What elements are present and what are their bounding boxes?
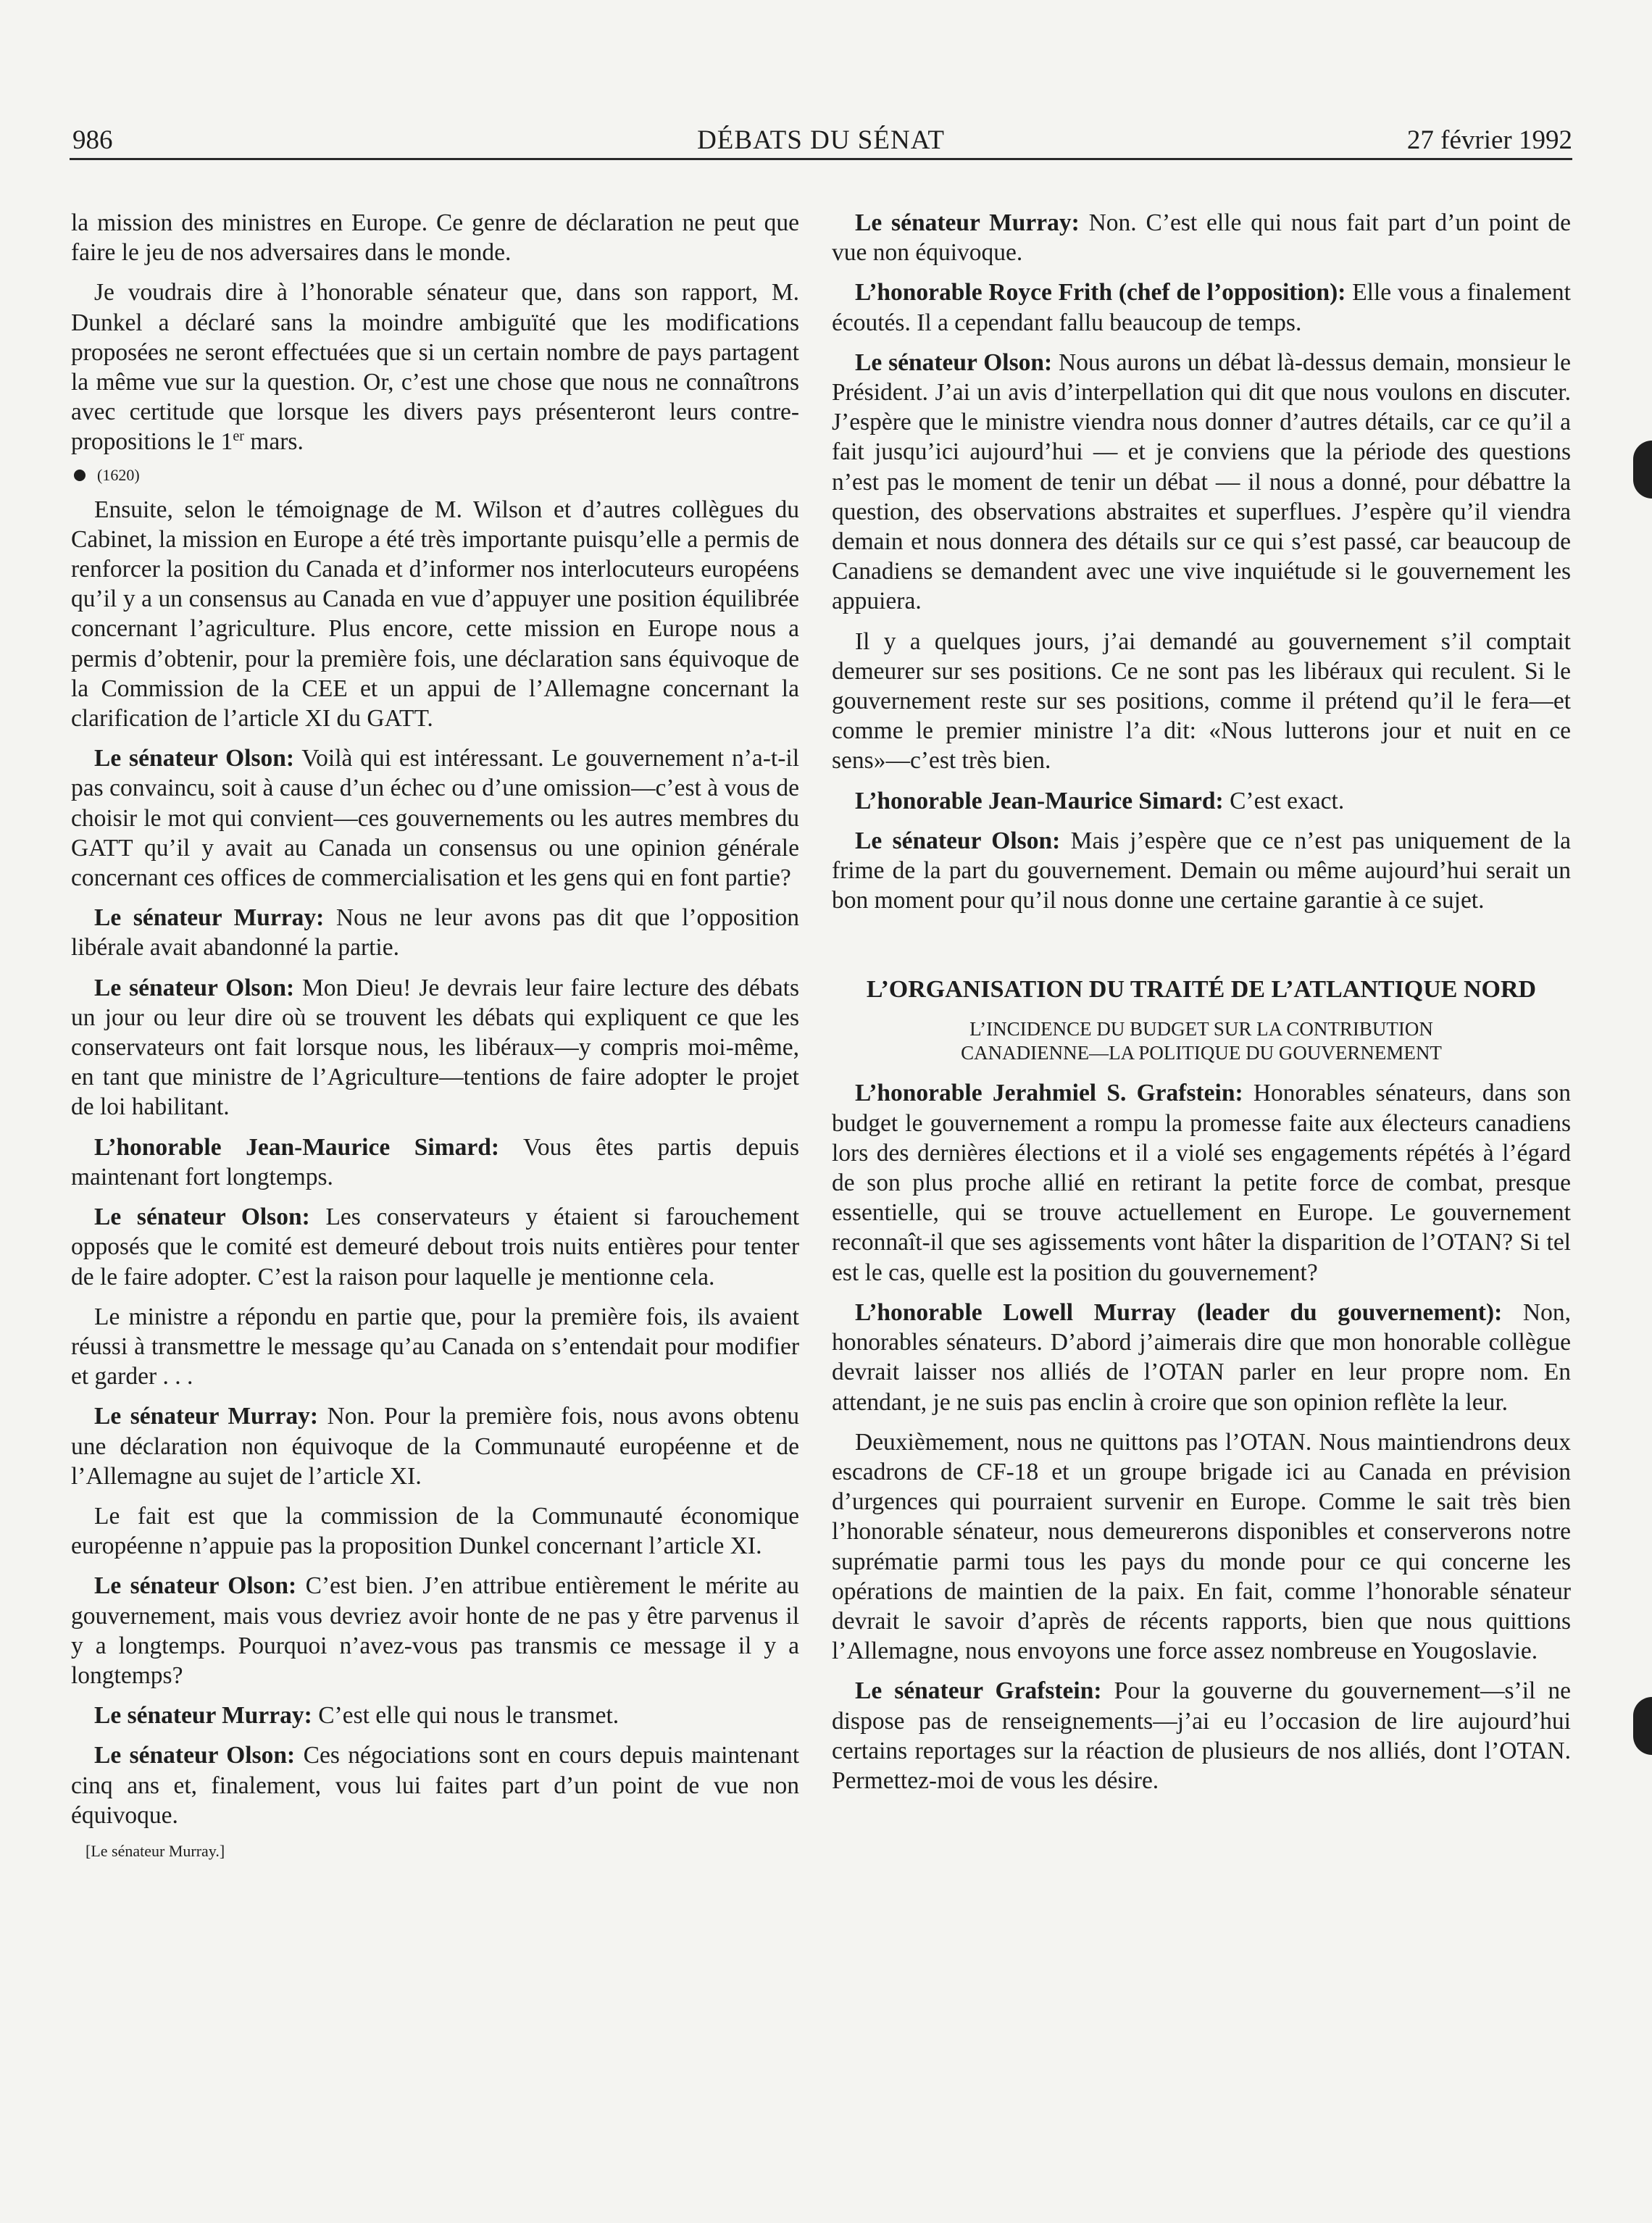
speech: Le sénateur Olson: Mais j’espère que ce n’est pas uniquement de la frime de la part du gouvernement. Demain ou même aujourd’hui serait un bon moment pour qu’il nous donne une certaine garantie à ce sujet. — [832, 827, 1571, 914]
speaker: Le sénateur Murray: — [94, 1403, 319, 1430]
speech: Le sénateur Murray: Non. Pour la première fois, nous avons obtenu une déclaration non équivoque de la Communauté européenne et de l’Allemagne au sujet de l’article XI. — [71, 1403, 799, 1490]
paragraph: Le ministre a répondu en partie que, pour la première fois, ils avaient réussi à transmettre le message qu’au Canada on s’entendait pour modifier et garder . . . — [71, 1303, 799, 1390]
speaker: Le sénateur Olson: — [855, 349, 1053, 376]
section-subtitle: L’INCIDENCE DU BUDGET SUR LA CONTRIBUTION CANADIENNE—LA POLITIQUE DU GOUVERNEMENT — [961, 1018, 1442, 1064]
speech: Le sénateur Murray: Nous ne leur avons pas dit que l’opposition libérale avait abandonné la partie. — [71, 904, 799, 962]
speech: Le sénateur Murray: C’est elle qui nous le transmet. — [94, 1702, 620, 1730]
bullet-icon — [74, 470, 85, 481]
speaker: Le sénateur Murray: — [855, 209, 1080, 236]
speech: Le sénateur Olson: Les conservateurs y étaient si farouchement opposés que le comité est demeuré debout trois nuits entières pour tenter de le faire adopter. C’est la raison pour laquelle je mentionne cela. — [71, 1204, 800, 1290]
binding-hole-mark — [1633, 1697, 1652, 1755]
speech: Le sénateur Grafstein: Pour la gouverne du gouvernement—s’il ne dispose pas de renseignements—j’ai eu l’occasion de lire aujourd’hui certains reportages sur la réaction de plusieurs de nos alliés, dont l’OTAN. Permettez-moi de vous les désire. — [832, 1677, 1571, 1794]
binding-hole-mark — [1633, 441, 1652, 499]
speaker: L’honorable Lowell Murray (leader du gouvernement): — [855, 1298, 1503, 1326]
publication-date: 27 février 1992 — [1406, 125, 1572, 155]
section-title: L’ORGANISATION DU TRAITÉ DE L’ATLANTIQUE NORD — [866, 976, 1537, 1004]
speaker: L’honorable Jean-Maurice Simard: — [855, 787, 1224, 814]
paragraph: Il y a quelques jours, j’ai demandé au gouvernement s’il comptait demeurer sur ses positions. Ce ne sont pas les libéraux qui reculent. Si le gouvernement reste sur ses positions, comme il prétend qu’il le fera—et comme le premier ministre l’a dit: «Nous lutterons jour et nuit en ce sens»—c’est très bien. — [832, 627, 1571, 775]
speaker-note: [Le sénateur Murray.] — [85, 1841, 225, 1860]
left-column — [71, 208, 799, 1862]
speech: Le sénateur Olson: Nous aurons un débat là-dessus demain, monsieur le Président. J’ai un avis d’interpellation qui dit que nous voulons en discuter. J’espère que le ministre viendra nous donner d’autres détails, car ce qu’il a fait jusqu’ici aujourd’hui — et je conviens que la période des questions n’est pas le moment de tenir un débat — il nous a donné, pour débattre la question, des observations abstraites et superflues. J’espère qu’il viendra demain et nous donnera des détails sur ce qui s’est passé, car beaucoup de Canadiens se demandent avec une vive inquiétude si le gouvernement les appuiera. — [832, 349, 1571, 615]
paragraph: Ensuite, selon le témoignage de M. Wilson et d’autres collègues du Cabinet, la mission en Europe a été très importante puisqu’elle a permis de renforcer la position du Canada et d’informer nos interlocuteurs européens qu’il y a un consensus au Canada en vue d’appuyer une position équilibrée concernant l’agriculture. Plus encore, cette mission en Europe nous a permis d’obtenir, pour la première fois, une déclaration sans équivoque de la Commission de la CEE et un appui de l’Allemagne concernant la clarification de l’article XI du GATT. — [71, 496, 799, 733]
speaker: Le sénateur Murray: — [94, 904, 325, 932]
time-marker: (1620) — [74, 464, 799, 486]
speech: L’honorable Jerahmiel S. Grafstein: Honorables sénateurs, dans son budget le gouvernement a rompu la promesse faite aux électeurs canadiens lors des dernières élections et il a violé ses engagements répétés à l’égard de son plus proche allié en retirant la petite force de combat, presque essentielle, qui se trouve actuellement en Europe. Le gouvernement reconnaît-il que ses agissements vont hâter la disparition de l’OTAN? Si tel est le cas, quelle est la position du gouvernement? — [832, 1080, 1571, 1286]
speech: Le sénateur Murray: Non. C’est elle qui nous fait part d’un point de vue non équivoque. — [832, 209, 1571, 267]
speech: L’honorable Jean-Maurice Simard: C’est exact. — [855, 787, 1345, 814]
header-rule — [70, 158, 1572, 160]
speaker: Le sénateur Olson: — [94, 745, 295, 772]
speaker: Le sénateur Olson: — [855, 827, 1061, 854]
paragraph: Deuxièmement, nous ne quittons pas l’OTAN. Nous maintiendrons deux escadrons de CF-18 et un groupe brigade ici au Canada en prévision d’urgences qui pourraient survenir en Europe. Comme le sait très bien l’honorable sénateur, nous demeurerons disponibles et conserverons notre suprématie parmi tous les pays du monde pour ce qui concerne les opérations de maintien de la paix. En fait, comme l’honorable sénateur devrait le savoir d’après de récents rapports, bien que nous quittions l’Allemagne, nous envoyons une force assez nombreuse en Yougoslavie. — [832, 1428, 1571, 1665]
publication-title: DÉBATS DU SÉNAT — [697, 125, 945, 155]
right-column — [832, 208, 1571, 1806]
speech: Le sénateur Olson: Ces négociations sont en cours depuis maintenant cinq ans et, finalement, vous lui faites part d’un point de vue non équivoque. — [71, 1742, 800, 1829]
speech: Le sénateur Olson: Voilà qui est intéressant. Le gouvernement n’a-t-il pas convaincu, soit à cause d’un échec ou d’une omission—c’est à vous de choisir le mot qui convient—ces gouvernements ou les autres membres du GATT qu’il y avait au Canada un consensus ou une opinion générale concernant ces offices de commercialisation et les gens qui en font partie? — [71, 745, 800, 892]
speech: L’honorable Jean-Maurice Simard: Vous êtes partis depuis maintenant fort longtemps. — [71, 1133, 799, 1190]
speaker: Le sénateur Grafstein: — [855, 1677, 1102, 1705]
speaker: Le sénateur Olson: — [94, 974, 295, 1001]
speaker: Le sénateur Olson: — [94, 1204, 310, 1231]
page-number: 986 — [72, 125, 113, 155]
paragraph: Le fait est que la commission de la Communauté économique européenne n’appuie pas la proposition Dunkel concernant l’article XI. — [71, 1502, 799, 1560]
speaker: Le sénateur Murray: — [94, 1702, 312, 1730]
speech: L’honorable Royce Frith (chef de l’opposition): Elle vous a finalement écoutés. Il a cependant fallu beaucoup de temps. — [832, 279, 1571, 336]
page-header — [70, 122, 1572, 159]
speech: Le sénateur Olson: Mon Dieu! Je devrais leur faire lecture des débats un jour ou leur dire où se trouvent les débats qui expliquent ce que les conservateurs ont fait lorsque nous, les libéraux—y compris moi-même, en tant que ministre de l’Agriculture—tentions de faire adopter le projet de loi habilitant. — [71, 974, 799, 1121]
speaker: L’honorable Jerahmiel S. Grafstein: — [855, 1080, 1243, 1107]
speech: Le sénateur Olson: C’est bien. J’en attribue entièrement le mérite au gouvernement, mais vous devriez avoir honte de ne pas y être parvenus il y a longtemps. Pourquoi n’avez-vous pas transmis ce message il y a longtemps? — [71, 1572, 799, 1689]
paragraph: Je voudrais dire à l’honorable sénateur que, dans son rapport, M. Dunkel a déclaré sans la moindre ambiguïté que les modifications proposées ne seront effectuées que si un certain nombre de pays partagent la même vue sur la question. Or, c’est une chose que nous ne connaîtrons avec certitude que lorsque les divers pays présenteront leurs contre-propositions le 1er mars. — [71, 279, 799, 456]
speaker: Le sénateur Olson: — [94, 1742, 296, 1769]
speaker: L’honorable Jean-Maurice Simard: — [94, 1133, 500, 1161]
speaker: L’honorable Royce Frith (chef de l’opposition): — [855, 279, 1346, 306]
speech: L’honorable Lowell Murray (leader du gouvernement): Non, honorables sénateurs. D’abord j’aimerais dire que mon honorable collègue devrait laisser nos alliés de l’OTAN parler en leur propre nom. En attendant, je ne suis pas enclin à croire que son opinion reflète la leur. — [832, 1298, 1571, 1416]
speaker: Le sénateur Olson: — [94, 1572, 297, 1600]
paragraph: la mission des ministres en Europe. Ce genre de déclaration ne peut que faire le jeu de nos adversaires dans le monde. — [71, 209, 799, 267]
